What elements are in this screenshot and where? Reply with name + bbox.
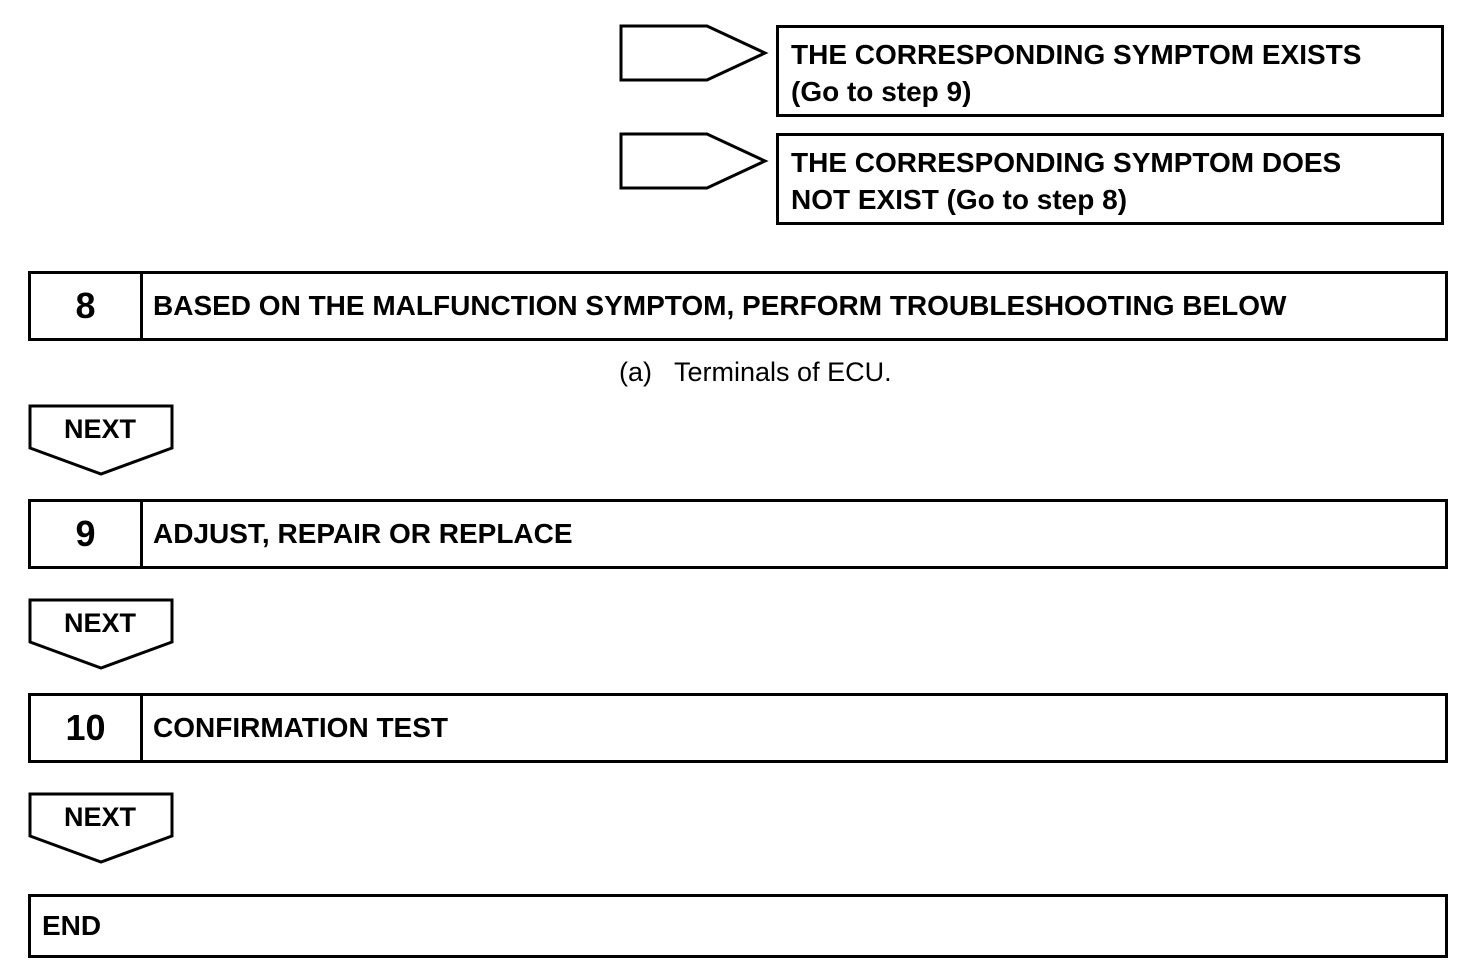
step-number: 9 <box>31 502 143 566</box>
step-row-9 <box>28 499 1448 569</box>
step-number: 8 <box>31 274 143 338</box>
step-row-10 <box>28 693 1448 763</box>
outcome-arrow <box>619 24 769 82</box>
note-marker: (a) <box>619 357 652 387</box>
next-arrow <box>28 404 176 478</box>
outcome-text-line1: THE CORRESPONDING SYMPTOM EXISTS <box>791 39 1362 70</box>
next-arrow <box>28 598 176 672</box>
step-title: BASED ON THE MALFUNCTION SYMPTOM, PERFORM TROUBLESHOOTING BELOW <box>153 290 1287 321</box>
step-number: 10 <box>31 696 143 760</box>
outcome-arrow <box>619 132 769 190</box>
outcome-text-line2: (Go to step 9) <box>791 76 972 107</box>
outcome-text-line2: NOT EXIST (Go to step 8) <box>791 184 1128 215</box>
step-title: CONFIRMATION TEST <box>153 712 449 743</box>
outcome-text-line1: THE CORRESPONDING SYMPTOM DOES <box>791 147 1342 178</box>
end-box: END <box>28 894 1448 958</box>
step8-note <box>619 353 892 391</box>
next-label: NEXT <box>63 802 136 832</box>
outcome-box-symptom-exists <box>776 25 1444 117</box>
step-title: ADJUST, REPAIR OR REPLACE <box>153 518 573 549</box>
next-label: NEXT <box>63 608 136 638</box>
next-label: NEXT <box>63 414 136 444</box>
note-text: Terminals of ECU. <box>674 357 892 387</box>
outcome-box-symptom-not-exist <box>776 133 1444 225</box>
step-row-8 <box>28 271 1448 341</box>
next-arrow <box>28 792 176 866</box>
